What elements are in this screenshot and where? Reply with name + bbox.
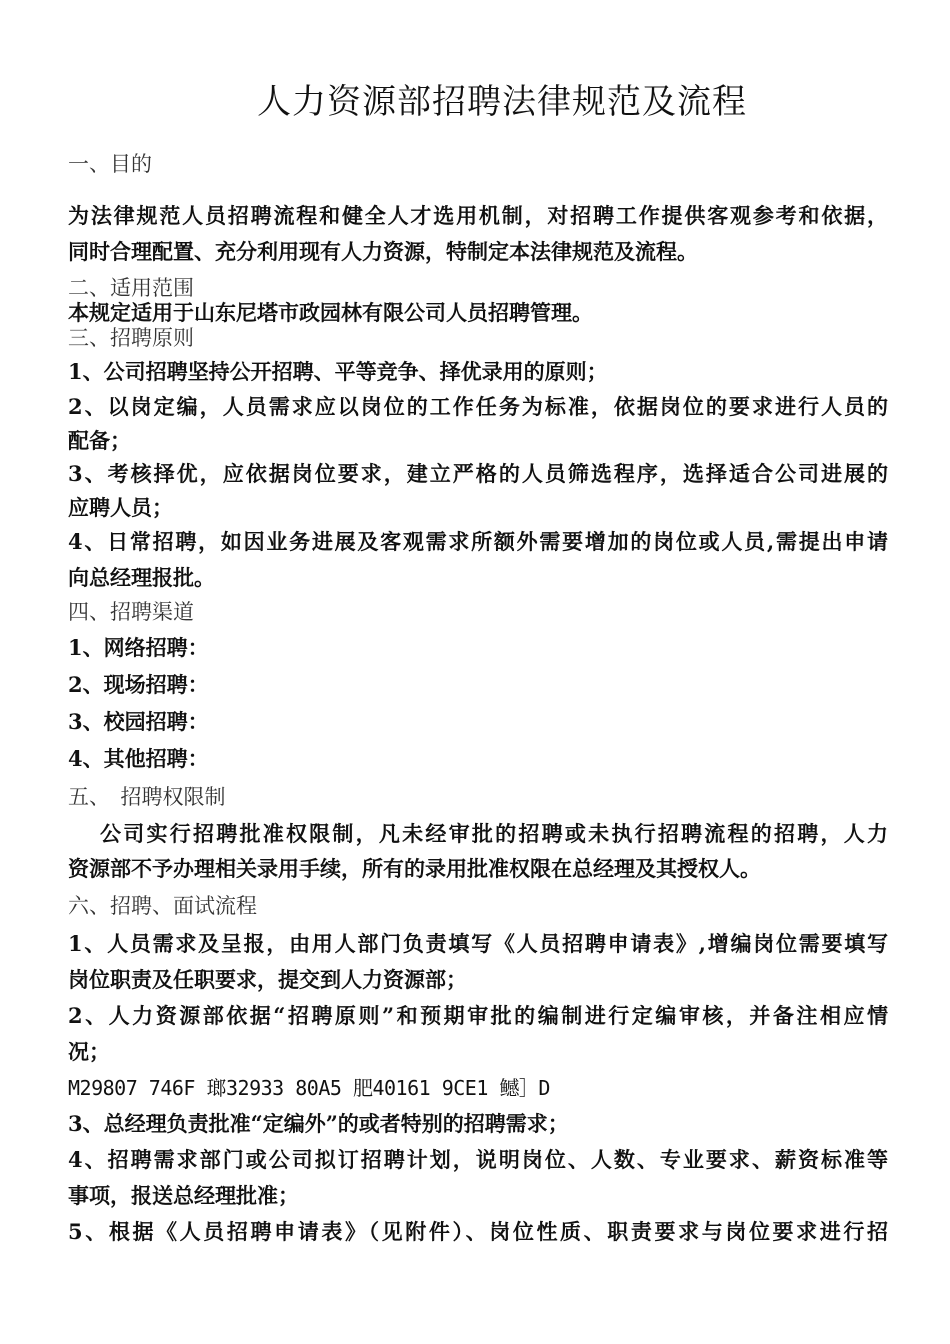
paragraph-line: 同时合理配置、充分利用现有人力资源，特制定本法律规范及流程。 <box>68 239 698 264</box>
section-heading-purpose: 一、目的 <box>68 152 152 176</box>
list-item: 2、以岗定编，人员需求应以岗位的工作任务为标准，依据岗位的要求进行人员的 <box>68 394 888 419</box>
list-item-continuation: 况； <box>68 1039 110 1064</box>
garbled-code-line: M29807 746F 瑯32933 80A5 肥40161 9CE1 鳡］D <box>68 1076 550 1100</box>
list-item: 4、招聘需求部门或公司拟订招聘计划，说明岗位、人数、专业要求、薪资标准等 <box>68 1147 888 1172</box>
list-item-continuation: 配备； <box>68 428 131 453</box>
list-item: 1、网络招聘： <box>68 635 209 660</box>
document-title: 人力资源部招聘法律规范及流程 <box>257 82 747 122</box>
list-item-continuation: 事项，报送总经理批准； <box>68 1183 299 1208</box>
section-heading-scope: 二、适用范围 <box>68 276 194 300</box>
list-item: 4、日常招聘，如因业务进展及客观需求所额外需要增加的岗位或人员,需提出申请 <box>68 529 888 554</box>
list-item: 1、人员需求及呈报，由用人部门负责填写《人员招聘申请表》,增编岗位需要填写 <box>68 931 888 956</box>
paragraph-line: 为法律规范人员招聘流程和健全人才选用机制，对招聘工作提供客观参考和依据， <box>68 203 888 228</box>
list-item-continuation: 向总经理报批。 <box>68 565 215 590</box>
list-item: 3、总经理负责批准“定编外”的或者特别的招聘需求； <box>68 1111 569 1136</box>
list-item-continuation: 应聘人员； <box>68 495 173 520</box>
paragraph-line: 资源部不予办理相关录用手续，所有的录用批准权限在总经理及其授权人。 <box>68 856 761 881</box>
section-heading-principles: 三、招聘原则 <box>68 326 194 350</box>
list-item: 3、考核择优，应依据岗位要求，建立严格的人员筛选程序，选择适合公司进展的 <box>68 461 888 486</box>
list-item: 1、公司招聘坚持公开招聘、平等竞争、择优录用的原则； <box>68 359 608 384</box>
section-heading-authority: 五、 招聘权限制 <box>68 785 226 809</box>
list-item: 5、根据《人员招聘申请表》（见附件）、岗位性质、职责要求与岗位要求进行招 <box>68 1219 888 1244</box>
paragraph-line: 本规定适用于山东尼塔市政园林有限公司人员招聘管理。 <box>68 300 593 325</box>
list-item: 2、现场招聘： <box>68 672 209 697</box>
list-item: 2、人力资源部依据“招聘原则”和预期审批的编制进行定编审核，并备注相应情 <box>68 1003 888 1028</box>
list-item: 3、校园招聘： <box>68 709 209 734</box>
section-heading-process: 六、招聘、面试流程 <box>68 894 257 918</box>
section-heading-channels: 四、招聘渠道 <box>68 600 194 624</box>
list-item: 4、其他招聘： <box>68 746 209 771</box>
paragraph-line: 公司实行招聘批准权限制，凡未经审批的招聘或未执行招聘流程的招聘，人力 <box>100 821 888 846</box>
list-item-continuation: 岗位职责及任职要求，提交到人力资源部； <box>68 967 467 992</box>
